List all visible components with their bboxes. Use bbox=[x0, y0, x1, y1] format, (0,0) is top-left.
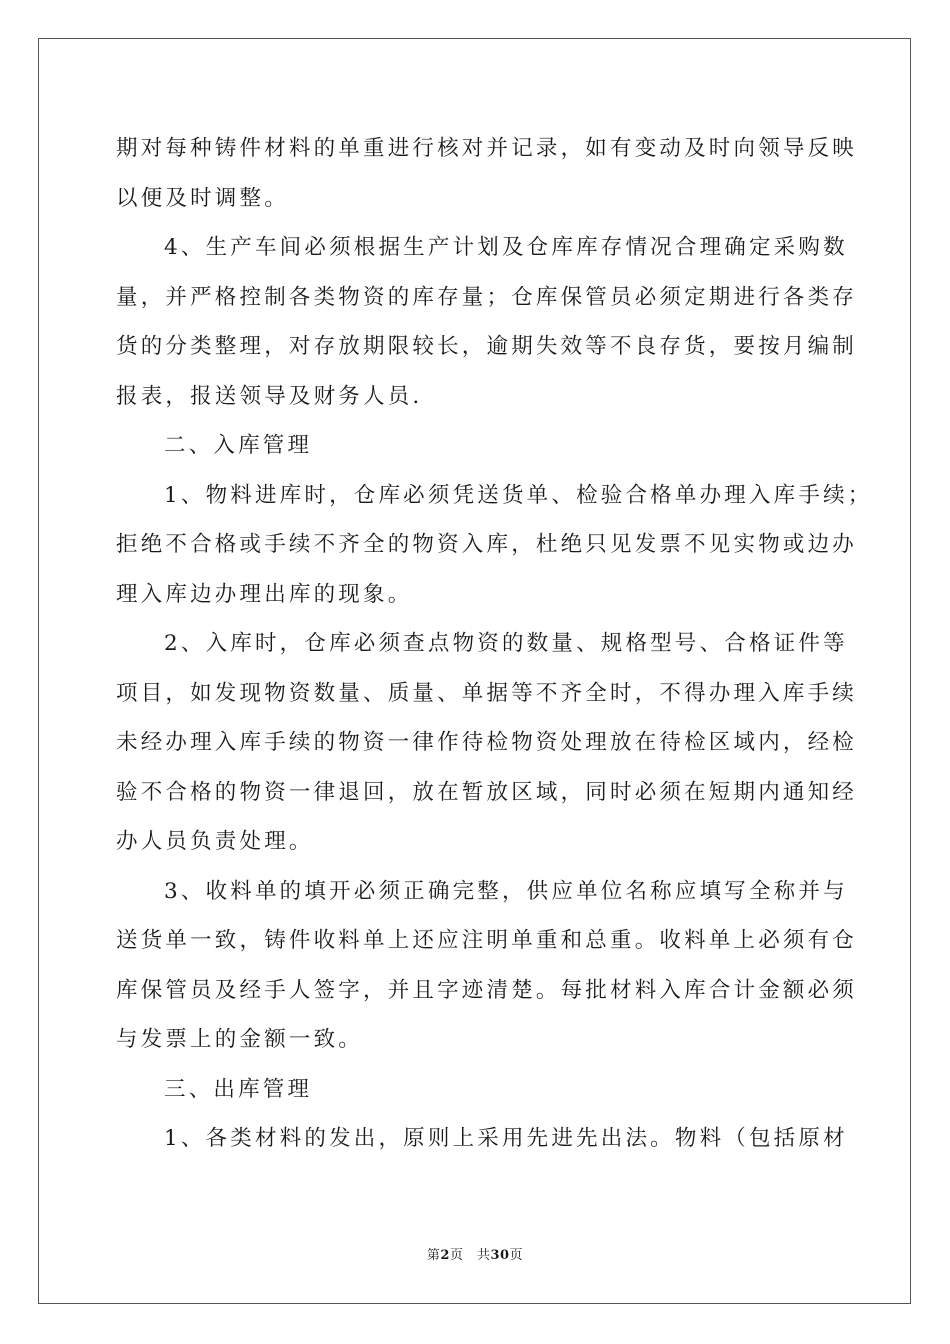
page-border bbox=[38, 38, 911, 1304]
page-footer bbox=[0, 1244, 950, 1263]
paragraph-line: 以便及时调整。 bbox=[116, 186, 289, 211]
paragraph-line: 期对每种铸件材料的单重进行核对并记录，如有变动及时向领导反映 bbox=[116, 136, 858, 161]
footer-mid: 页 共 bbox=[449, 1248, 491, 1263]
section-heading: 二、入库管理 bbox=[164, 433, 313, 458]
paragraph-line: 货的分类整理，对存放期限较长，逾期失效等不良存货，要按月编制 bbox=[116, 334, 858, 359]
paragraph-line: 1、各类材料的发出，原则上采用先进先出法。物料（包括原材 bbox=[164, 1126, 848, 1151]
total-page-count: 30 bbox=[490, 1248, 510, 1263]
paragraph-line: 验不合格的物资一律退回，放在暂放区域，同时必须在短期内通知经 bbox=[116, 780, 858, 805]
paragraph-line: 理入库边办理出库的现象。 bbox=[116, 582, 413, 607]
footer-prefix: 第 bbox=[426, 1248, 441, 1263]
paragraph-line: 1、物料进库时，仓库必须凭送货单、检验合格单办理入库手续； bbox=[164, 483, 873, 508]
paragraph-line: 与发票上的金额一致。 bbox=[116, 1027, 364, 1052]
paragraph-line: 拒绝不合格或手续不齐全的物资入库，杜绝只见发票不见实物或边办 bbox=[116, 532, 858, 557]
paragraph-line: 量，并严格控制各类物资的库存量；仓库保管员必须定期进行各类存 bbox=[116, 285, 858, 310]
paragraph-line: 4、生产车间必须根据生产计划及仓库库存情况合理确定采购数 bbox=[164, 235, 848, 260]
paragraph-line: 3、收料单的填开必须正确完整，供应单位名称应填写全称并与 bbox=[164, 879, 848, 904]
current-page-number: 2 bbox=[440, 1248, 450, 1263]
paragraph-line: 办人员负责处理。 bbox=[116, 829, 314, 854]
paragraph-line: 库保管员及经手人签字，并且字迹清楚。每批材料入库合计金额必须 bbox=[116, 978, 858, 1003]
paragraph-line: 送货单一致，铸件收料单上还应注明单重和总重。收料单上必须有仓 bbox=[116, 928, 858, 953]
paragraph-line: 2、入库时，仓库必须查点物资的数量、规格型号、合格证件等 bbox=[164, 631, 848, 656]
paragraph-line: 未经办理入库手续的物资一律作待检物资处理放在待检区域内，经检 bbox=[116, 730, 858, 755]
paragraph-line: 项目，如发现物资数量、质量、单据等不齐全时，不得办理入库手续 bbox=[116, 681, 858, 706]
section-heading: 三、出库管理 bbox=[164, 1077, 313, 1102]
paragraph-line: 报表，报送领导及财务人员. bbox=[116, 384, 423, 409]
footer-suffix: 页 bbox=[509, 1248, 524, 1263]
